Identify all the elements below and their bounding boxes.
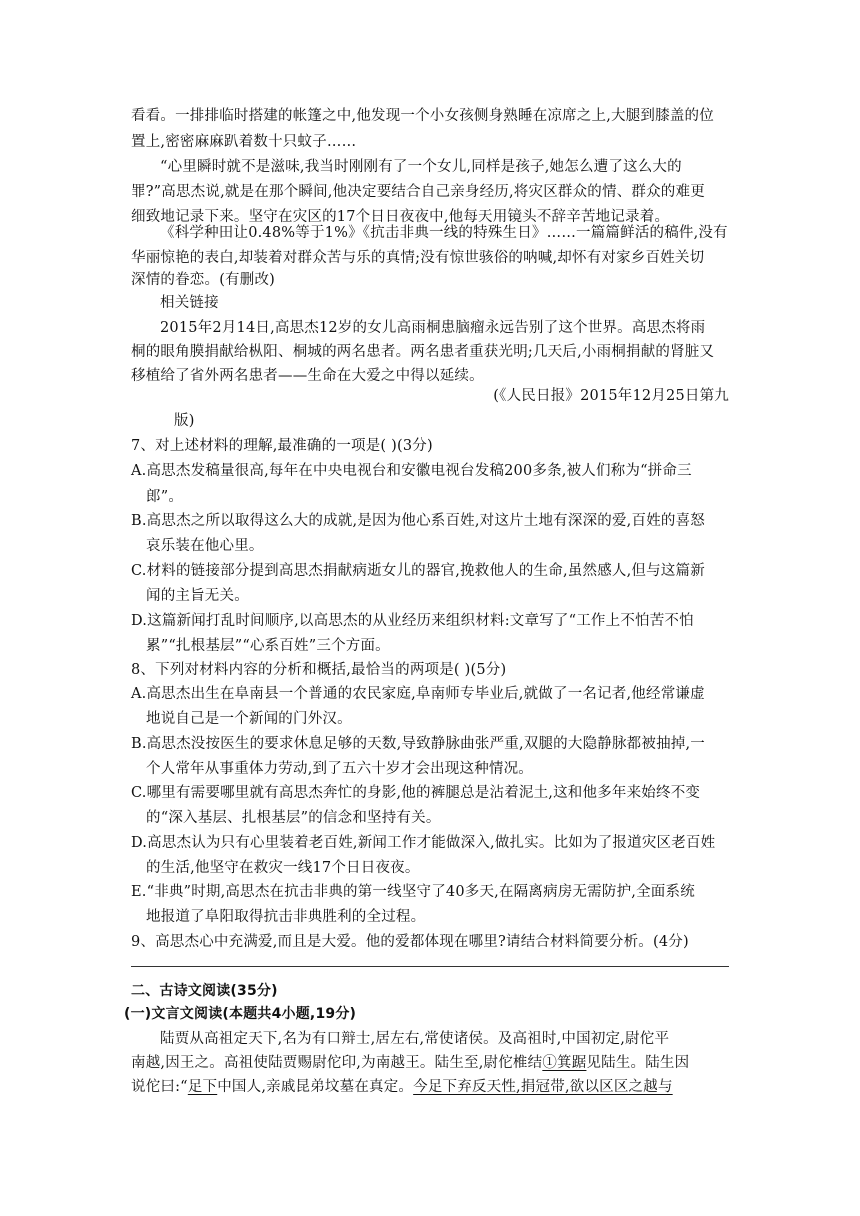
text-line: 细致地记录下来。坚守在灾区的17个日日夜夜中,他每天用镜头不辞辛苦地记录着。 (131, 209, 670, 225)
annotated-term: 足下 (187, 1079, 218, 1095)
subsection-heading: (一)文言文阅读(本题共4小题,19分) (124, 1006, 357, 1022)
text-line (131, 1053, 689, 1073)
text-segment: 南越,因王之。高祖使陆贾赐尉佗印,为南越王。陆生至,尉佗椎结 (131, 1055, 543, 1071)
option-7a: A.高思杰发稿量很高,每年在中央电视台和安徽电视台发稿200多条,被人们称为“拼命三 (131, 463, 692, 479)
section-divider (131, 966, 729, 967)
text-segment: 见陆生。陆生因 (586, 1055, 690, 1071)
section-heading: 二、古诗文阅读(35分) (131, 983, 278, 999)
option-8e: E.“非典”时期,高思杰在抗击非典的第一线坚守了40多天,在隔离病房无需防护,全面系统 (131, 884, 695, 900)
option-7b-cont: 哀乐装在他心里。 (146, 538, 264, 554)
text-line: 桐的眼角膜捐献给枞阳、桐城的两名患者。两名患者重获光明;几天后,小雨桐捐献的肾脏又 (131, 344, 715, 360)
source-citation-cont: 版) (174, 413, 195, 429)
source-citation: (《人民日报》2015年12月25日第九 (493, 388, 729, 404)
text-line: 《科学种田让0.48%等于1%》《抗击非典一线的特殊生日》……一篇篇鲜活的稿件,没有 (160, 225, 728, 241)
text-line: 2015年2月14日,高思杰12岁的女儿高雨桐患脑瘤永远告别了这个世界。高思杰将雨 (160, 320, 706, 336)
option-8e-cont: 地报道了阜阳取得抗击非典胜利的全过程。 (146, 909, 426, 925)
option-8d: D.高思杰认为只有心里装着老百姓,新闻工作才能做深入,做扎实。比如为了报道灾区老百姓 (131, 835, 716, 851)
option-8c: C.哪里有需要哪里就有高思杰奔忙的身影,他的裤腿总是沾着泥土,这和他多年来始终不变 (131, 785, 701, 801)
option-7c-cont: 闻的主旨无关。 (146, 588, 249, 604)
option-7a-cont: 郎”。 (146, 489, 184, 505)
option-7c: C.材料的链接部分提到高思杰捐献病逝女儿的器官,挽救他人的生命,虽然感人,但与这篇新 (131, 563, 705, 579)
option-8d-cont: 的生活,他坚守在救灾一线17个日日夜夜。 (146, 860, 420, 876)
underlined-sentence: 今足下弃反天性,捐冠带,欲以区区之越与 (413, 1079, 673, 1095)
section-label: 相关链接 (160, 295, 219, 311)
option-7b: B.高思杰之所以取得这么大的成就,是因为他心系百姓,对这片土地有深深的爱,百姓的喜怒 (131, 513, 705, 529)
text-line: 罪?”高思杰说,就是在那个瞬间,他决定要结合自己亲身经历,将灾区群众的情、群众的难更 (131, 184, 705, 200)
option-8b-cont: 个人常年从事重体力劳动,到了五六十岁才会出现这种情况。 (146, 761, 534, 777)
text-line (131, 1077, 673, 1097)
option-7d-cont: 累”“扎根基层”“心系百姓”三个方面。 (146, 638, 390, 654)
text-line: 陆贾从高祖定天下,名为有口辩士,居左右,常使诸侯。及高祖时,中国初定,尉佗平 (160, 1031, 670, 1047)
option-8b: B.高思杰没按医生的要求休息足够的天数,导致静脉曲张严重,双腿的大隐静脉都被抽掉,一 (131, 736, 705, 752)
text-line: 置上,密密麻麻趴着数十只蚊子…… (131, 134, 357, 150)
question-8: 8、下列对材料内容的分析和概括,最恰当的两项是( )(5分) (131, 662, 507, 678)
text-segment: 说佗曰:“ (131, 1079, 188, 1095)
question-9: 9、高思杰心中充满爱,而且是大爱。他的爱都体现在哪里?请结合材料简要分析。(4分) (131, 934, 689, 950)
text-line: 看看。一排排临时搭建的帐篷之中,他发现一个小女孩侧身熟睡在凉席之上,大腿到膝盖的位 (131, 108, 714, 124)
text-line: “心里瞬时就不是滋味,我当时刚刚有了一个女儿,同样是孩子,她怎么遭了这么大的 (160, 159, 682, 175)
option-7d: D.这篇新闻打乱时间顺序,以高思杰的从业经历来组织材料:文章写了“工作上不怕苦不怕 (131, 613, 694, 629)
text-line: 深情的眷恋。(有删改) (131, 272, 276, 288)
option-8c-cont: 的“深入基层、扎根基层”的信念和坚持有关。 (146, 810, 441, 826)
text-line: 移植给了省外两名患者——生命在大爱之中得以延续。 (131, 368, 484, 384)
option-8a-cont: 地说自己是一个新闻的门外汉。 (146, 711, 352, 727)
text-segment: 中国人,亲戚昆弟坟墓在真定。 (217, 1079, 414, 1095)
question-7: 7、对上述材料的理解,最准确的一项是( )(3分) (131, 438, 433, 454)
text-line: 华丽惊艳的表白,却装着对群众苦与乐的真情;没有惊世骇俗的呐喊,却怀有对家乡百姓关切 (131, 250, 705, 266)
annotated-term: ①箕踞 (542, 1055, 587, 1071)
option-8a: A.高思杰出生在阜南县一个普通的农民家庭,阜南师专毕业后,就做了一名记者,他经常谦虚 (131, 686, 705, 702)
